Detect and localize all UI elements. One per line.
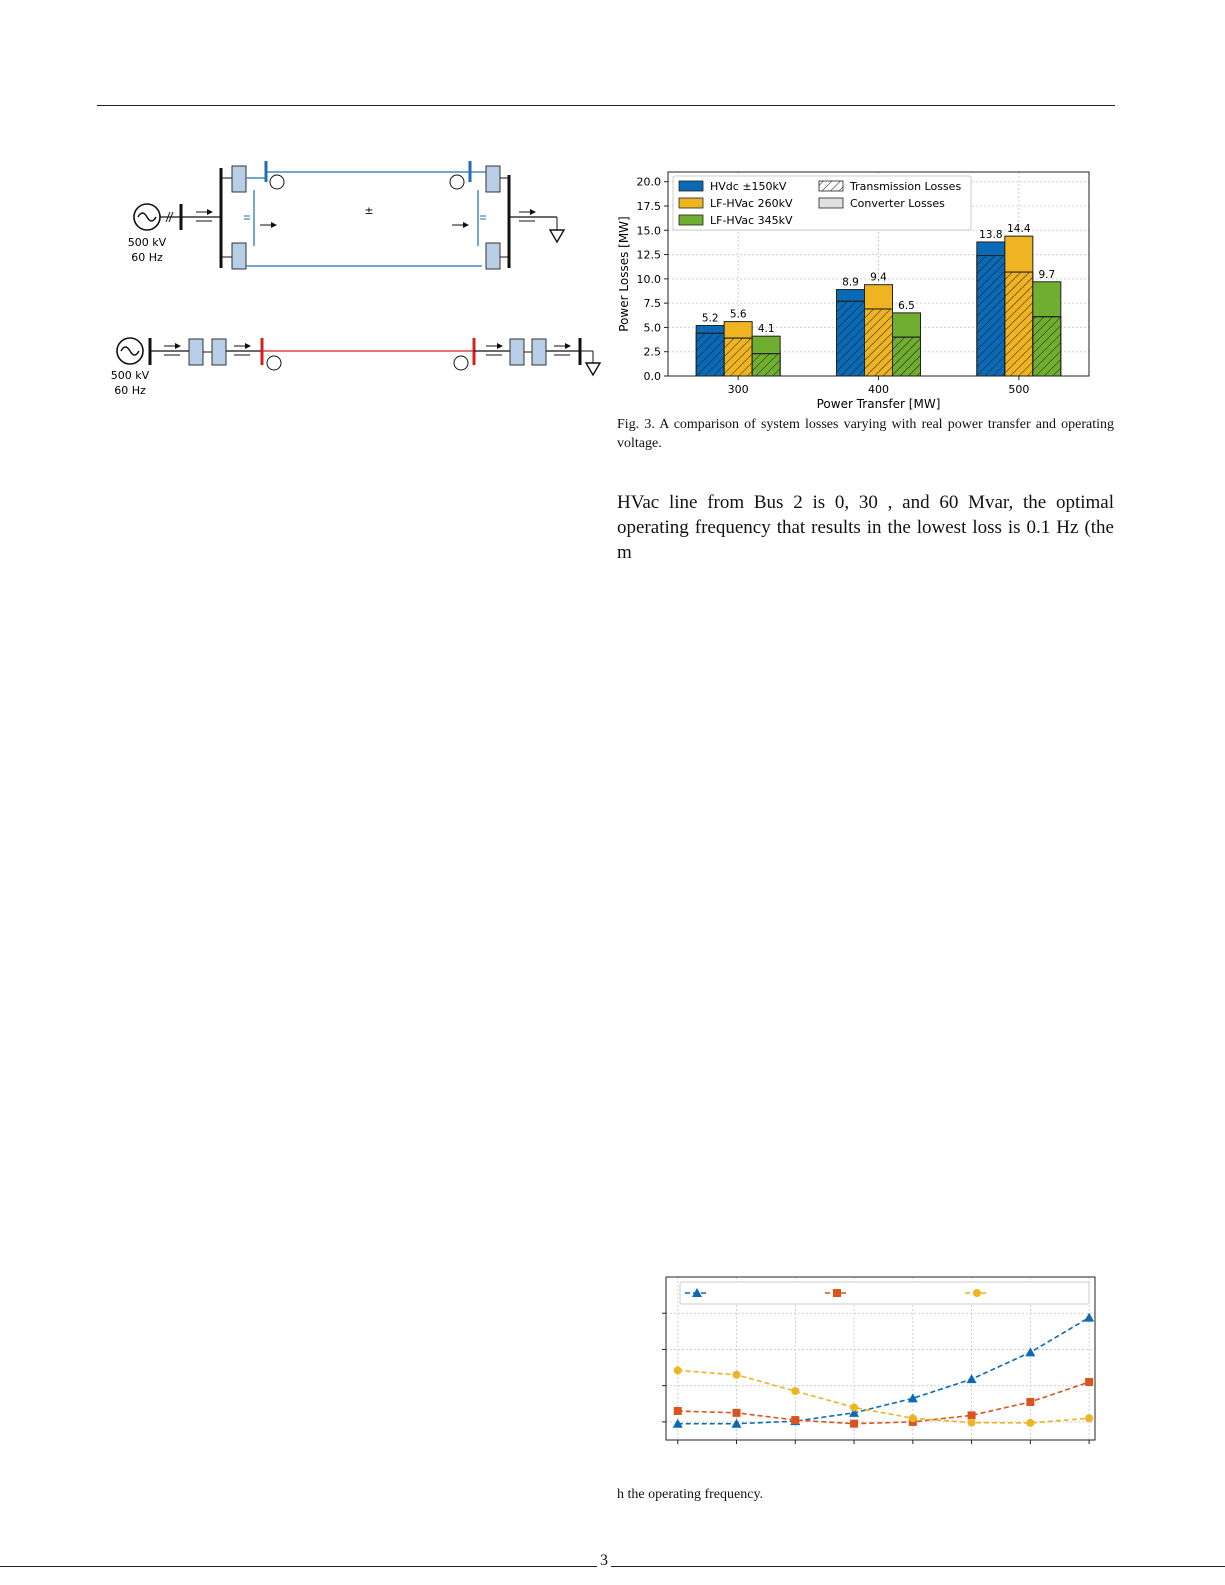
y-tick-label: 20.0 <box>636 175 661 189</box>
y-tick-label: 2.5 <box>643 345 661 359</box>
load-icon <box>586 363 600 375</box>
converter-icon <box>486 166 500 192</box>
x-tick-label: 300 <box>727 383 749 396</box>
data-point <box>1084 1313 1094 1322</box>
bar-total-label: 5.6 <box>729 308 747 321</box>
data-point <box>674 1407 682 1415</box>
data-point <box>968 1411 976 1419</box>
page-number: 3 <box>597 1552 611 1570</box>
source-voltage-label: 500 kV <box>110 369 150 382</box>
data-point <box>1026 1419 1034 1427</box>
source-frequency-label: 60 Hz <box>114 384 146 397</box>
lfhvac-circuit-diagram <box>100 325 610 405</box>
bar-total-label: 9.4 <box>870 271 887 284</box>
source-frequency-label: 60 Hz <box>131 251 163 264</box>
bar-transmission-hatch <box>837 301 865 376</box>
bar-total-label: 9.7 <box>1038 268 1056 281</box>
bar-total-label: 8.9 <box>842 276 859 289</box>
y-tick-label: 7.5 <box>643 297 661 311</box>
converter-icon <box>212 339 226 365</box>
fig3-loss-bar-chart <box>615 160 1115 415</box>
data-point <box>967 1374 977 1383</box>
bar-transmission-hatch <box>696 333 724 376</box>
data-point <box>850 1403 858 1411</box>
legend-label: LF-HVac 260kV <box>710 197 793 210</box>
legend-swatch <box>679 198 703 208</box>
converter-icon <box>510 339 524 365</box>
hvdc-circuit-diagram <box>120 150 590 280</box>
legend-label: HVdc ±150kV <box>710 180 787 193</box>
data-point <box>791 1416 799 1424</box>
data-point <box>733 1371 741 1379</box>
data-point <box>732 1419 742 1428</box>
bar-transmission-hatch <box>893 337 921 376</box>
bar-converter-loss <box>724 322 752 339</box>
converter-icon <box>189 339 203 365</box>
bar-converter-loss <box>696 325 724 333</box>
bar-converter-loss <box>1005 236 1033 272</box>
bar-transmission-hatch <box>977 256 1005 376</box>
legend-swatch <box>679 215 703 225</box>
converter-icon <box>232 243 246 269</box>
legend-pattern-swatch <box>819 198 843 208</box>
data-point <box>833 1289 841 1297</box>
y-axis-label: Power Losses [MW] <box>617 216 631 332</box>
bar-transmission-hatch <box>865 309 893 376</box>
data-point <box>968 1419 976 1427</box>
bar-converter-loss <box>837 290 865 302</box>
bar-total-label: 6.5 <box>898 299 915 312</box>
bar-converter-loss <box>977 242 1005 256</box>
body-paragraph: HVac line from Bus 2 is 0, 30 , and 60 Mvar, the optimal operating frequency that results in the lowest loss is 0.1 Hz (the m <box>617 492 1114 563</box>
y-tick-label: 12.5 <box>636 248 661 262</box>
bar-transmission-hatch <box>724 338 752 376</box>
legend-label: Converter Losses <box>850 197 945 210</box>
fig3-caption: Fig. 3. A comparison of system losses varying with real power transfer and operating voltage. <box>617 417 1114 451</box>
bar-transmission-hatch <box>1005 272 1033 376</box>
data-point <box>1085 1378 1093 1386</box>
y-tick-label: 0.0 <box>643 370 661 383</box>
data-point <box>973 1289 981 1297</box>
bar-total-label: 5.2 <box>701 312 719 325</box>
legend-box <box>680 1282 1089 1304</box>
data-point <box>1085 1414 1093 1422</box>
data-point <box>1026 1398 1034 1406</box>
bar-transmission-hatch <box>752 354 780 376</box>
bar-converter-loss <box>865 285 893 309</box>
bar-total-label: 13.8 <box>979 228 1003 241</box>
x-tick-label: 400 <box>868 383 889 396</box>
data-point <box>850 1420 858 1428</box>
source-voltage-label: 500 kV <box>127 236 167 249</box>
bar-converter-loss <box>752 336 780 353</box>
data-point <box>909 1414 917 1422</box>
x-tick-label: 500 <box>1008 383 1030 396</box>
converter-icon <box>486 243 500 269</box>
series-line <box>678 1318 1089 1424</box>
data-point <box>791 1387 799 1395</box>
fig4-frequency-line-chart <box>630 1270 1110 1455</box>
bar-converter-loss <box>893 313 921 337</box>
data-point <box>733 1409 741 1417</box>
bar-transmission-hatch <box>1033 317 1061 376</box>
converter-icon <box>532 339 546 365</box>
data-point <box>674 1366 682 1374</box>
converter-icon <box>232 166 246 192</box>
y-tick-label: 5.0 <box>643 321 661 335</box>
legend-pattern-swatch <box>819 181 843 191</box>
data-point <box>1025 1347 1035 1356</box>
legend-swatch <box>679 181 703 191</box>
y-tick-label: 17.5 <box>636 200 661 213</box>
dc-symbol: ± <box>364 204 374 217</box>
load-icon <box>550 230 564 242</box>
bar-converter-loss <box>1033 282 1061 317</box>
x-axis-label: Power Transfer [MW] <box>816 397 941 411</box>
header-rule <box>97 105 1115 106</box>
y-tick-label: 15.0 <box>636 224 661 238</box>
bar-total-label: 14.4 <box>1007 223 1031 236</box>
footer-rule <box>0 1566 1225 1567</box>
fig4-caption: h the operating frequency. <box>617 1487 764 1502</box>
y-tick-label: 10.0 <box>636 272 661 286</box>
legend-label: Transmission Losses <box>850 180 962 193</box>
legend-label: LF-HVac 345kV <box>710 214 793 227</box>
bar-total-label: 4.1 <box>757 323 775 336</box>
